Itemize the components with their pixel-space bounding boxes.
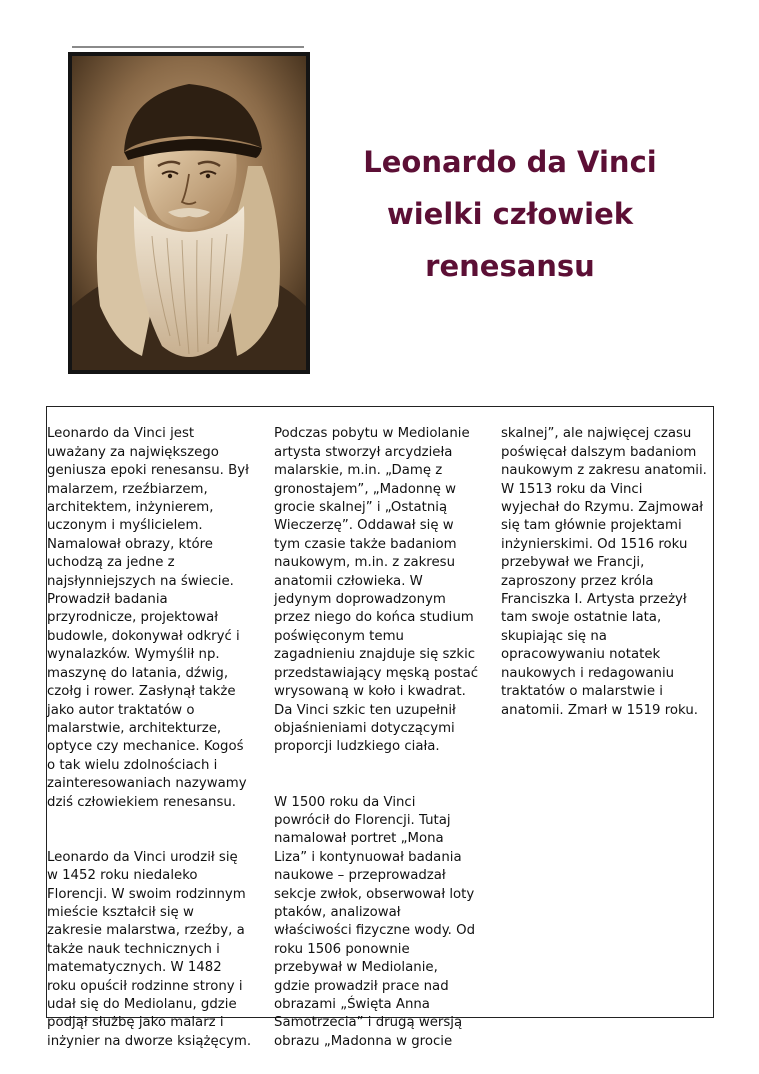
- portrait: [68, 46, 310, 374]
- text-column-1: [47, 407, 263, 1070]
- text-column-2: [274, 407, 490, 1070]
- title-line-2: wielki człowiek: [386, 197, 634, 231]
- text-column-3: [501, 407, 713, 738]
- paragraph: Podczas pobytu w Mediolanie artysta stworzył arcydzieła malarskie, m.in. „Damę z gronostajem”, „Madonnę w grocie skalnej” i „Ostatnią Wieczerzę”. Oddawał się w tym czasie także badaniom naukowym, m.in. z zakresu anatomii człowieka. W jedynym doprowadzonym przez niego do końca studium poświęconym temu zagadnieniu znajduje się szkic przedstawiający męską postać wrysowaną w koło i kwadrat. Da Vinci szkic ten uzupełnił objaśnieniami dotyczącymi proporcji ludzkiego ciała.: [274, 426, 479, 755]
- portrait-top-rule: [72, 46, 304, 48]
- paragraph: Leonardo da Vinci jest uważany za największego geniusza epoki renesansu. Był malarzem, rzeźbiarzem, architektem, inżynierem, uczonym i myślicielem. Namalował obrazy, które uchodzą za jedne z najsłynniejszych na świecie. Prowadził badania przyrodnicze, projektował budowle, dokonywał odkryć i wynalazków. Wymyślił np. maszynę do latania, dźwig, czołg i rower. Zasłynął także jako autor traktatów o malarstwie, architekturze, optyce czy mechanice. Kogoś o tak wielu zdolnościach i zainteresowaniach nazywamy dziś człowiekiem renesansu.: [47, 426, 249, 810]
- leonardo-portrait-icon: [72, 56, 306, 370]
- title-line-1: Leonardo da Vinci: [363, 145, 657, 179]
- paragraph: Leonardo da Vinci urodził się w 1452 roku niedaleko Florencji. W swoim rodzinnym mieście kształcił się w zakresie malarstwa, rzeźby, a także nauk technicznych i matematycznych. W 1482 roku opuścił rodzinne strony i udał się do Mediolanu, gdzie podjął służbę jako malarz i inżynier na dworze książęcym.: [47, 849, 252, 1049]
- title-line-3: renesansu: [425, 249, 595, 283]
- article-text-box: [46, 406, 714, 1049]
- portrait-frame: [68, 52, 310, 374]
- paragraph: skalnej”, ale najwięcej czasu poświęcał dalszym badaniom naukowym z zakresu anatomii. W 1513 roku da Vinci wyjechał do Rzymu. Zajmował się tam głównie projektami inżynierskimi. Od 1516 roku przebywał we Francji, zaproszony przez króla Franciszka I. Artysta przeżył tam swoje ostatnie lata, skupiając się na opracowywaniu notatek naukowych i redagowaniu traktatów o malarstwie i anatomii. Zmarł w 1519 roku.: [501, 426, 707, 718]
- paragraph: W 1500 roku da Vinci powrócił do Florencji. Tutaj namalował portret „Mona Liza” i kontynuował badania naukowe – przeprowadzał sekcje zwłok, obserwował loty ptaków, analizował właściwości fizyczne wody. Od roku 1506 ponownie przebywał w Mediolanie, gdzie prowadził prace nad obrazami „Święta Anna Samotrzecia” i drugą wersją obrazu „Madonna w grocie: [274, 794, 476, 1049]
- page-title: [350, 136, 670, 292]
